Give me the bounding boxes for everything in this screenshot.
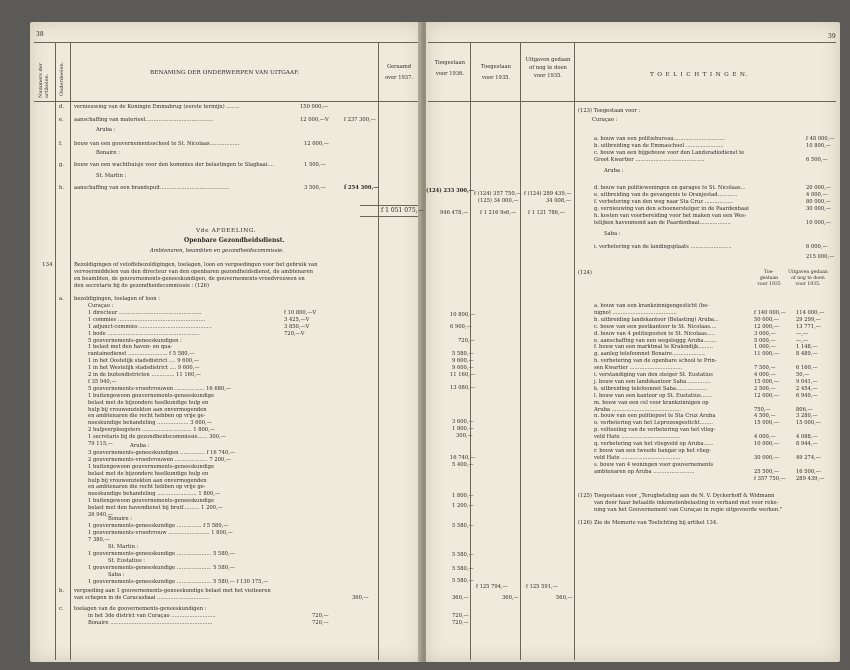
curacao-line: 5 gouvernements-geneeskundigen :: [88, 337, 182, 344]
curacao-amount: 720,—V: [284, 330, 305, 337]
article-intro-line: Bezoldigingen of vetoffebezoldigingen, toelagen, loon en vergoedingen voor het gebruik van: [74, 262, 318, 268]
mid-figure: f 125 591,—: [526, 584, 558, 590]
note-124-item: l. bouw van een kantoor op St. Eustatius.......: [594, 392, 713, 399]
header-uitgaven: Uitgaven gedaan of nog te doen voor 1935.: [525, 57, 571, 79]
note-124-item: k. uitbreiding telefoonnet Saba...................: [594, 385, 708, 392]
curacao-line: 79 115,—: [88, 441, 113, 447]
col-rule-2: [70, 42, 71, 660]
mid-figure: 560,—: [556, 595, 573, 601]
note-124-c2: 4 088,—: [796, 434, 818, 441]
entry-amount: 12 000,—: [304, 141, 329, 147]
note-124-item: ambtenaren op Aruba .........................: [594, 468, 695, 475]
curacao-line: Curaçao :: [88, 303, 114, 309]
r-header-bottom-rule: [428, 101, 836, 102]
note-124-item: m. bouw van een cel voor krankzinnigen op: [594, 399, 709, 406]
top-figure: 34 008,—: [546, 198, 571, 204]
article-intro-line: vervoermiddelen van den directeur van den openbaren gezondheidsdienst, de ambtenaren: [74, 269, 313, 275]
note-124-c2: 16 500,—: [796, 468, 821, 475]
note-124-item: i. verstandiging van den steiger St. Eustatius: [594, 372, 713, 378]
top-figure: 946 478,—: [440, 210, 469, 216]
note-124-item: e. aanschaffing van een wegsleggg Aruba........: [594, 337, 717, 344]
note-123-item: i. verbetering van de landingsplaats .........................: [594, 244, 732, 250]
sub-a-title: bezoldigingen, toelagen of loon :: [74, 296, 160, 302]
note-123-amount: 10 800,—: [806, 143, 831, 149]
note-124-header-1: Toe- gestaan voor 1935: [757, 270, 781, 287]
bonaire-line: 1 gouvernements-geneeskundige ............... f 5 580,—: [88, 523, 229, 529]
curacao-line: 1 buitengewoon gouvernements-geneeskundige: [88, 392, 215, 399]
entry-amount: 1 500,—: [304, 162, 326, 168]
note-124-c2: 6 949,—: [796, 392, 818, 399]
bonaire-line: 1 gouvernements-geneeskundige ..................... 5 580,—: [88, 551, 235, 557]
header-subject: BENAMING DER ONDERWERPEN VAN UITGAAF.: [150, 70, 300, 76]
note-124-item: o. verbetering van het Leprozengesticht........: [594, 420, 713, 427]
entry-label: h.: [59, 185, 64, 191]
aruba-line: hulp bij vrouwenziekten aan onvermogenden: [88, 477, 207, 484]
curacao-line: neeskundige behandeling ................... 3 600,—: [88, 420, 212, 427]
curacao-line: f 35 940,—: [88, 378, 117, 385]
header-article-numbers: Nummers der artikelen.: [38, 62, 50, 98]
curacao-line: 1 bode ........................................................: [88, 330, 200, 337]
aruba-line: Aruba :: [130, 443, 150, 449]
mid-figure: f 125 794,—: [476, 584, 508, 590]
mid-figure: 5 580,—: [452, 552, 474, 558]
curacao-line: 1 belast met den haven- en qua-: [88, 344, 173, 351]
note-124-item: h. verbetering van de openbare school te Prin-: [594, 358, 717, 365]
note-124-item: q. verbetering van het vliegveld op Aruba......: [594, 441, 714, 447]
curacao-line: 1 secretaris bij de gezondheidscommissie...... 300,—: [88, 434, 226, 441]
note-123-amount: 6 500,—: [806, 157, 828, 163]
note-124-c2: 806,—: [796, 406, 813, 413]
note-123-item: Groot Kwartier ..........................................: [594, 157, 705, 163]
aruba-line: belast met den havendienst bij bruif.......... 1 200,—: [88, 505, 223, 512]
entry-amount: 12 000,—V: [300, 117, 329, 123]
note-124-c1: f 140 000,—: [754, 309, 786, 316]
sub-c-line-2: Bonaire ..............................................................: [88, 620, 213, 626]
r-header-top-rule: [428, 42, 836, 43]
note-126-label: (126): [578, 520, 592, 526]
note-124-c1: 1 000,—: [754, 344, 776, 351]
note-124-c1: 25 500,—: [754, 468, 779, 475]
section-total: f 1 051 075,—: [381, 207, 424, 214]
sub-c-label: c.: [59, 606, 64, 612]
sub-b-text-2: van schepen in de Caracasbaai ................................: [74, 595, 210, 601]
aruba-line: neeskundige behandeling ........................ 1 800,—: [88, 491, 221, 498]
note-124-item: g. aanleg telefoonnet Bonaire....................: [594, 351, 705, 358]
note-124-item: d. bouw van 4 politieposten te St. Nicolaas.....: [594, 330, 715, 337]
note-124-c2: 13 771,—: [796, 323, 821, 330]
section-title: Vde AFDEELING.: [196, 228, 257, 234]
note-124-label: (124): [578, 270, 592, 276]
curacao-line: 1 directeur ..................................................: [88, 309, 202, 316]
note-124-c2: 289 439,—: [796, 475, 825, 482]
aruba-line: en ambtenaren die recht hebben op vrije ge-: [88, 484, 206, 491]
note-124-item: veld Hato ....................................: [594, 454, 681, 461]
note-126-text: Zie de Memorie van Toelichting bij artikel 134.: [594, 520, 718, 526]
note-124-item: p. voltooiing van de verbetering van het vlieg-: [594, 427, 716, 434]
mid-figure: 9 600,—: [452, 358, 474, 364]
entry-text: vernieuwing van de Koningin Emmabrug (eerste termijn) ........: [74, 104, 240, 110]
note-123-item: Saba :: [604, 231, 621, 237]
note-125-line: Toegestaan voor „Terugbetaling aan de N. V. Dyckerhoff & Widmann: [594, 493, 775, 499]
mid-figure: 11 160,—: [450, 372, 475, 378]
note-124-item: j. bouw van een landskantoor Saba...............: [594, 378, 711, 385]
note-124-c1: 11 000,—: [754, 351, 779, 358]
header-top-rule: [34, 42, 418, 43]
header-toelichtingen: T O E L I C H T I N G E N.: [650, 72, 749, 78]
note-124-item: s. bouw van 4 woningen voor gouvernements: [594, 461, 714, 468]
aruba-line: 3 gouvernements-geneeskundigen ............... f 16 740,—: [88, 449, 236, 456]
note-123-amount: 30 000,—: [806, 206, 831, 212]
note-124-item: veld Hato ....................................: [594, 434, 681, 441]
note-124-c2: 8 944,—: [796, 441, 818, 447]
entry-total: f 237 300,—: [344, 117, 376, 123]
entry-label: f.: [59, 141, 63, 147]
bonaire-line: 1 gouvernements-geneeskundige ..................... 5 580,—: [88, 565, 235, 571]
note-124-item: b. uitbreiding landskantoor (Belasting) Aruba...: [594, 316, 719, 323]
note-124-c2: 15 000,—: [796, 420, 821, 427]
note-123-amount: 6 000,—: [806, 244, 828, 250]
note-123-item: Aruba :: [604, 168, 624, 174]
note-123-item: telijken havenmond aan de Paardenbaai...................: [594, 220, 731, 226]
sub-b-label: b.: [59, 588, 64, 594]
mid-figure: 5 580,—: [452, 578, 474, 584]
note-124-c1: 15 000,—: [754, 378, 779, 385]
mid-figure: 5 580,—: [452, 351, 474, 357]
mid-figure: 1 200,—: [452, 503, 474, 509]
note-124-item: Aruba ..........................................: [594, 406, 681, 413]
note-123-amount: 20 000,—: [806, 185, 831, 191]
mid-figure: 13 080,—: [450, 385, 475, 391]
note-124-c2: —,—: [796, 330, 809, 337]
header-subdivisions: Onderdeelen.: [59, 61, 65, 96]
note-124-c1: 5 000,—: [754, 337, 776, 344]
curacao-line: en ambtenaren die recht hebben op vrije ge-: [88, 413, 206, 420]
col-rule-1: [55, 42, 56, 660]
curacao-line: 1 in het Westelijk stadsdistrict .... 9 600,—: [88, 365, 200, 372]
mid-figure: 5 580,—: [452, 566, 474, 572]
note-124-c1: 50 000,—: [754, 316, 779, 323]
note-123-item: g. vernieuwing van den schoenerstelger in de Paardenbaai: [594, 206, 749, 212]
bonaire-line: Saba :: [108, 572, 125, 578]
sub-a-label: a.: [59, 296, 64, 302]
section-subtitle: Openbare Gezondheidsdienst.: [184, 237, 285, 244]
r-col-rule-3: [574, 42, 575, 660]
top-figure: f (124) 289 439,—: [524, 191, 572, 197]
note-124-c1: 7 500,—: [754, 365, 776, 372]
curacao-line: 2 hulpverpleegsters .............................. 1 800,—: [88, 427, 215, 434]
entry-text: aanschaffing van een brandspuit..........................................: [74, 185, 230, 191]
curacao-amount: 3 850,—V: [284, 323, 310, 330]
note-124-c1: 15 000,—: [754, 420, 779, 427]
note-123-amount: f 48 000,—: [806, 136, 835, 142]
curacao-line: belast met de bijzondere heelkundige hulp en: [88, 399, 209, 406]
note-123-item: e. uitbreiding van de gevangenis te Oranjestad............: [594, 192, 738, 198]
article-intro-line: den secretaris bij de gezondheidscommissie : (126): [74, 283, 210, 289]
entry-text: Aruba :: [96, 127, 116, 133]
curacao-line: 5 gouvernements-vroedvrouwen .................. 16 680,—: [88, 385, 232, 392]
total-rule-2: [360, 216, 418, 217]
note-123-item: c. bouw van een bijgebouw voor den Landsradiodienst te: [594, 150, 745, 156]
article-number: 134: [42, 262, 53, 268]
bonaire-line: 7 380,—: [88, 537, 110, 543]
page-number-right: 39: [828, 33, 836, 40]
sub-c-line-2-amount: 720,—: [312, 620, 329, 626]
curacao-amount: f 10 800,—V: [284, 309, 317, 316]
top-figure: (125) 34 000,—: [478, 198, 519, 204]
note-124-c1: 4 000,—: [754, 372, 776, 378]
curacao-line: rantainedienst ........................ f 5 580,—: [88, 351, 195, 358]
mid-figure: 720,—: [458, 338, 475, 344]
note-123-curacao: Curaçao :: [592, 117, 618, 123]
note-125-line: van door haar betaalde inkomstenbelasting in verband met voor reke-: [594, 500, 779, 506]
note-123-item: b. uitbreiding van de Emmaschool .......................: [594, 143, 724, 149]
note-123-item: h. kosten van voorbereiding voor het maken van een Wes-: [594, 213, 747, 219]
note-124-c2: 3 280,—: [796, 413, 818, 420]
sub-b-text: vergoeding aan 1 gouvernements-geneeskundige belast met het visiteeren: [74, 588, 271, 594]
entry-amount: 3 500,—: [304, 185, 326, 191]
aruba-line: 26 940,—: [88, 512, 113, 518]
note-124-item: nigno) .......................................: [594, 309, 677, 316]
entry-text: St. Martin :: [96, 173, 127, 179]
note-125-label: (125): [578, 493, 592, 499]
mid-figure: 1 800,—: [452, 426, 474, 432]
curacao-line: 2 in de buitendistricten .............. 11 160,—: [88, 372, 202, 378]
sub-c-line-1: in het 3de district van Curaçao ...........................: [88, 613, 216, 619]
note-124-c2: 8 489,—: [796, 351, 818, 358]
note-124-c2: 2 454,—: [796, 385, 818, 392]
mid-figure: 9 600,—: [452, 365, 474, 371]
note-124-c1: 4 500,—: [754, 413, 776, 420]
mid-figure: 720,—: [452, 620, 469, 626]
note-124-c1: 30 000,—: [754, 454, 779, 461]
curacao-line: 1 adjunct-commies ............................................: [88, 323, 212, 330]
entry-label: g.: [59, 162, 64, 168]
note-124-c2: 29 299,—: [796, 316, 821, 323]
article-intro-line: en beambten, de gouvernements-geneeskundigen, de gouvernements-vroedvrouwen en: [74, 276, 305, 282]
note-124-c1: f 357 750,—: [754, 475, 786, 482]
entry-text: aanschaffing van materieel.........................................: [74, 117, 213, 123]
mid-figure: 6 900,—: [450, 324, 472, 330]
mid-figure: 360,—: [452, 595, 469, 601]
entry-text: Bonaire :: [96, 150, 120, 156]
aruba-line: belast met de bijzondere heelkundige hulp en: [88, 470, 209, 477]
note-123-amount: 80 000,—: [806, 199, 831, 205]
entry-label: d.: [59, 104, 64, 110]
top-figure: (124) 233 300,—: [426, 188, 474, 194]
note-124-item: sen Kwartier ................................: [594, 365, 683, 372]
top-figure: f (124) 357 750,—: [474, 191, 522, 197]
aruba-line: 1 buitengewoon gouvernements-geneeskundige: [88, 498, 215, 505]
bonaire-line: Bonaire :: [108, 516, 132, 522]
note-124-item: n. bouw van een politiepost te Sta Cruz Aruba: [594, 413, 716, 420]
note-123-item: d. bouw van politiewoningen en garages te St. Nicolaas...: [594, 185, 746, 191]
total-rule-1: [360, 205, 418, 206]
bonaire-line: St. Eustatius :: [108, 558, 146, 564]
sub-c-line-1-amount: 720,—: [312, 613, 329, 619]
mid-figure: 5 580,—: [452, 523, 474, 529]
top-figure: f 1 216 9s6,—: [480, 210, 517, 216]
header-toegestaan-1935: Toegestaan voor 1935.: [481, 64, 511, 81]
bonaire-line: 1 gouvernements-vroedvrouw ......................... 1 800,—: [88, 530, 233, 536]
top-figure: f 1 121 786,—: [528, 210, 565, 216]
note-124-c2: 6 160,—: [796, 365, 818, 372]
note-124-c2: 49 274,—: [796, 454, 821, 461]
note-123-label: (123) Toegestaan voor :: [578, 108, 641, 114]
note-124-c2: 114 000,—: [796, 309, 825, 316]
curacao-line: 1 in het Oostelijk stadsdistrict .... 9 600,—: [88, 358, 199, 365]
bonaire-line: 1 gouvernements-geneeskundige ..................... 5 580,— f 130 175,—: [88, 579, 269, 585]
note-123-amount: 10 000,—: [806, 220, 831, 226]
curacao-line: hulp bij vrouwenziekten aan onvermogenden: [88, 406, 207, 413]
note-124-item: r. bouw van een tweede hangar op het vlieg-: [594, 447, 711, 454]
note-123-item: a. bouw van een politiebureau...............................: [594, 136, 725, 142]
note-123-item: f. verbetering van den weg naar Sta Cruz .................: [594, 199, 733, 205]
note-125-line: ning van het Gouvernement van Curaçao in regie uitgevoerde werken.": [594, 507, 783, 513]
note-124-c2: —,—: [796, 337, 809, 344]
mid-figure: 3 600,—: [452, 419, 474, 425]
mid-figure: 10 800,—: [450, 312, 475, 318]
mid-figure: 300,—: [456, 433, 473, 439]
note-124-c2: 9 041,—: [796, 378, 818, 385]
curacao-line: 1 commies .....................................................: [88, 316, 206, 323]
sub-b-amount: 360,—: [352, 595, 369, 601]
note-124-c1: 3 000,—: [754, 330, 776, 337]
mid-figure: 5 400,—: [452, 462, 474, 468]
entry-text: bouw van een gouvernementsschool te St. Nicolaas..................: [74, 141, 240, 147]
note-123-amount: 4 000,—: [806, 192, 828, 198]
page-number-left: 38: [36, 31, 44, 38]
mid-figure: 1 800,—: [452, 493, 474, 499]
note-123-amount: 215 000,—: [806, 254, 835, 260]
note-124-c1: 10 000,—: [754, 441, 779, 447]
entry-total: f 254 300,—: [344, 185, 379, 191]
mid-figure: 16 740,—: [450, 455, 475, 461]
r-col-rule-2: [520, 42, 521, 660]
bonaire-line: St. Martin :: [108, 544, 139, 550]
note-124-item: c. bouw van een postkantoor te St. Nicolaas....: [594, 323, 717, 330]
mid-figure: 720,—: [452, 613, 469, 619]
note-124-c1: 750,—: [754, 406, 771, 413]
note-124-item: a. bouw van een krankzinnigengesticht (be-: [594, 303, 710, 309]
note-124-c1: 2 500,—: [754, 385, 776, 392]
note-124-header-2: Uitgaven gedaan of nog te doen voor 1935.: [788, 270, 828, 287]
aruba-line: 2 gouvernements-vroedvrouwen .................... 7 200,—: [88, 456, 232, 463]
header-toegestaan-1936: Toegestaan voor 1936.: [435, 60, 465, 77]
note-124-c1: 12 000,—: [754, 392, 779, 399]
note-124-c2: 1 148,—: [796, 344, 818, 351]
aruba-line: 1 buitengewoon gouvernements-geneeskundige: [88, 463, 215, 470]
entry-text: bouw van een wachthuisje voor den kommies der belastingen te Slagbaai....: [74, 162, 275, 168]
header-granted: Geraamd over 1937.: [384, 64, 414, 81]
col-rule-3: [378, 42, 379, 660]
note-124-c2: 50,—: [796, 372, 810, 378]
mid-figure: 360,—: [502, 595, 519, 601]
curacao-amount: 3 425,—V: [284, 316, 310, 323]
entry-amount: 150 000,—: [300, 104, 329, 110]
entry-label: e.: [59, 117, 64, 123]
note-124-c1: 12 000,—: [754, 323, 779, 330]
section-subsubtitle: Ambtenaren, beambten en gezondheidscommissie.: [150, 248, 284, 254]
note-124-c1: 4 000,—: [754, 434, 776, 441]
note-124-item: f. bouw van een marktmal te Kralendijk.........: [594, 344, 713, 351]
header-bottom-rule: [34, 101, 418, 102]
sub-c-text: toelagen van de gouvernements-geneeskundigen :: [74, 606, 207, 612]
